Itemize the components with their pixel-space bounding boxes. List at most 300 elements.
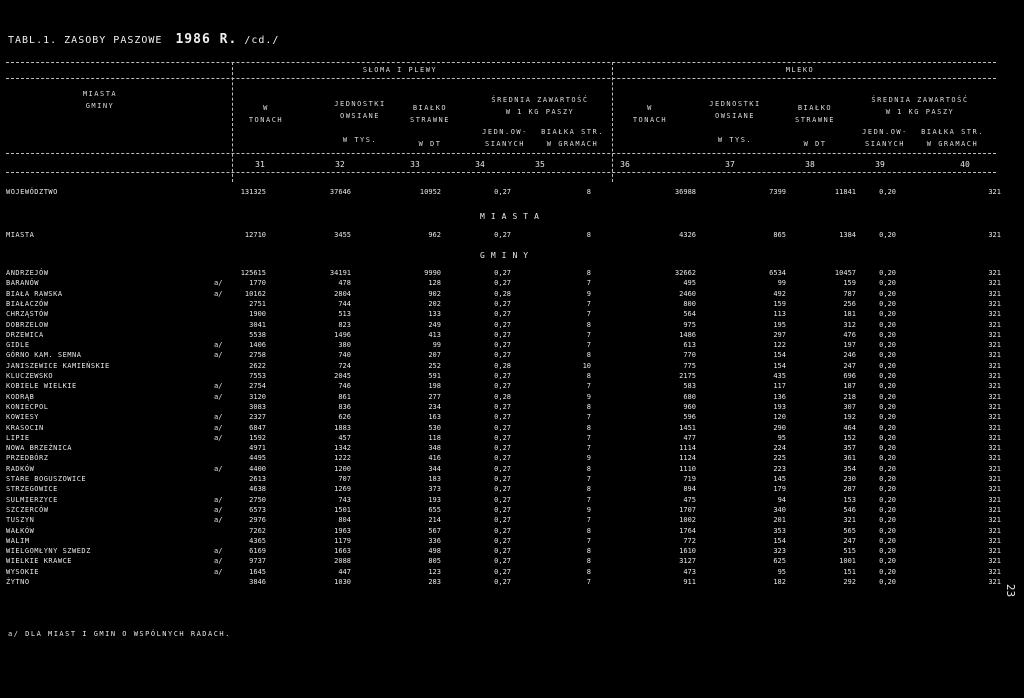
cell-col-39: 0,20: [879, 475, 896, 483]
header-milk-group: MLEKO: [785, 66, 815, 74]
colnum-rule: [6, 172, 996, 173]
cell-col-33: 655: [428, 505, 441, 514]
table-row: [6, 187, 1020, 197]
cell-col-31: 4638: [249, 485, 266, 494]
cell-col-36: 36988: [674, 188, 696, 196]
cell-col-33: 283: [428, 578, 441, 586]
cell-col-33: 207: [428, 351, 441, 360]
cell-col-37: 193: [773, 402, 786, 411]
cell-col-38: 321: [843, 516, 856, 525]
cell-col-34: 0,27: [494, 567, 511, 576]
cell-col-33: 183: [428, 475, 441, 483]
cell-col-36: 975: [683, 320, 696, 329]
table-row: [6, 464, 1020, 474]
cell-col-38: 1384: [839, 231, 856, 239]
row-name: ANDRZEJÓW: [6, 269, 49, 277]
section-cities: MIASTA: [480, 212, 545, 221]
cell-col-34: 0,28: [494, 361, 511, 370]
cell-col-33: 591: [428, 372, 441, 380]
cell-col-38: 11841: [834, 188, 856, 196]
cell-col-40: 321: [988, 557, 1001, 566]
cell-col-39: 0,20: [879, 423, 896, 432]
table-row: [6, 268, 1020, 278]
cell-col-35: 7: [586, 299, 591, 308]
cell-col-35: 8: [586, 567, 591, 576]
cell-col-35: 7: [586, 444, 591, 453]
cell-col-37: 195: [773, 320, 786, 329]
cell-col-31: 2754: [249, 382, 266, 391]
row-footnote-mark: a/: [214, 557, 223, 566]
cell-col-31: 3120: [249, 392, 266, 401]
cell-col-36: 680: [683, 392, 696, 401]
header-bottom-rule: [6, 153, 996, 154]
row-name: WAŁKÓW: [6, 526, 35, 535]
row-name: WYSOKIE: [6, 567, 40, 576]
cell-col-31: 2976: [249, 516, 266, 525]
cell-col-37: 120: [773, 413, 786, 422]
cell-col-34: 0,27: [494, 351, 511, 360]
row-name: KOWIESY: [6, 413, 40, 422]
table-title: [8, 32, 279, 47]
cell-col-38: 307: [843, 402, 856, 411]
table-row: [6, 402, 1020, 412]
row-footnote-mark: a/: [214, 413, 223, 422]
cell-col-37: 94: [777, 495, 786, 504]
cell-col-39: 0,20: [879, 279, 896, 288]
cell-col-34: 0,27: [494, 269, 511, 277]
cell-col-34: 0,27: [494, 536, 511, 545]
cell-col-40: 321: [988, 188, 1001, 196]
table-row: [6, 484, 1020, 494]
cell-col-35: 8: [586, 526, 591, 535]
cell-col-39: 0,20: [879, 485, 896, 494]
cell-col-32: 1883: [334, 423, 351, 432]
cell-col-37: 154: [773, 351, 786, 360]
header-milk-avg-protein: BIAŁKA STR. W GRAMACH: [921, 128, 984, 148]
cell-col-34: 0,27: [494, 444, 511, 453]
cell-col-33: 128: [428, 279, 441, 288]
cell-col-40: 321: [988, 289, 1001, 298]
header-milk-oat: JEDNOSTKI OWSIANE W TYS.: [709, 100, 761, 144]
cell-col-31: 7553: [249, 372, 266, 380]
cell-col-37: 492: [773, 289, 786, 298]
cell-col-31: 2758: [249, 351, 266, 360]
cell-col-31: 10162: [244, 289, 266, 298]
table-row: [6, 577, 1020, 587]
cell-col-36: 2175: [679, 372, 696, 380]
cell-col-34: 0,28: [494, 392, 511, 401]
cell-col-38: 292: [843, 578, 856, 586]
cell-col-37: 625: [773, 557, 786, 566]
cell-col-33: 530: [428, 423, 441, 432]
cell-col-36: 1124: [679, 454, 696, 463]
footnote: a/ DLA MIAST I GMIN O WSPÓLNYCH RADACH.: [8, 630, 231, 638]
cell-col-32: 457: [338, 433, 351, 442]
table-row: [6, 567, 1020, 577]
cell-col-34: 0,27: [494, 464, 511, 473]
row-name: TUSZYN: [6, 516, 35, 525]
cell-col-36: 1764: [679, 526, 696, 535]
row-name: LIPIE: [6, 433, 30, 442]
cell-col-34: 0,27: [494, 279, 511, 288]
cell-col-32: 861: [338, 392, 351, 401]
table-row: [6, 556, 1020, 566]
cell-col-33: 498: [428, 547, 441, 556]
cell-col-36: 2460: [679, 289, 696, 298]
cell-col-33: 336: [428, 536, 441, 545]
colnum-31: 31: [255, 160, 265, 169]
cell-col-37: 223: [773, 464, 786, 473]
cell-col-33: 99: [432, 341, 441, 350]
cell-col-40: 321: [988, 464, 1001, 473]
cell-col-35: 8: [586, 423, 591, 432]
table-row: [6, 423, 1020, 433]
cell-col-32: 1200: [334, 464, 351, 473]
row-name: STARE BOGUSZOWICE: [6, 475, 87, 483]
cell-col-39: 0,20: [879, 536, 896, 545]
cell-col-32: 447: [338, 567, 351, 576]
cell-col-40: 321: [988, 330, 1001, 339]
cell-col-36: 1110: [679, 464, 696, 473]
header-straw-avg-protein: BIAŁKA STR. W GRAMACH: [541, 128, 604, 148]
cell-col-36: 1707: [679, 505, 696, 514]
cell-col-34: 0,27: [494, 454, 511, 463]
cell-col-31: 6573: [249, 505, 266, 514]
cell-col-32: 1269: [334, 485, 351, 494]
cell-col-31: 4495: [249, 454, 266, 463]
cell-col-32: 2088: [334, 557, 351, 566]
cell-col-38: 152: [843, 433, 856, 442]
cell-col-36: 596: [683, 413, 696, 422]
cell-col-38: 192: [843, 413, 856, 422]
cell-col-40: 321: [988, 299, 1001, 308]
cell-col-39: 0,20: [879, 269, 896, 277]
header-straw-avg-units: JEDN.OW- SIANYCH: [482, 128, 528, 148]
cell-col-34: 0,27: [494, 505, 511, 514]
cell-col-37: 113: [773, 310, 786, 319]
cell-col-35: 8: [586, 485, 591, 494]
table-row: [6, 505, 1020, 515]
table-row: [6, 309, 1020, 319]
cell-col-38: 247: [843, 361, 856, 370]
cell-col-38: 153: [843, 495, 856, 504]
colnum-35: 35: [535, 160, 545, 169]
cell-col-33: 252: [428, 361, 441, 370]
cell-col-34: 0,27: [494, 547, 511, 556]
cell-col-31: 125615: [240, 269, 266, 277]
cell-col-32: 724: [338, 361, 351, 370]
table-row: [6, 371, 1020, 381]
cell-col-40: 321: [988, 423, 1001, 432]
cell-col-31: 4971: [249, 444, 266, 453]
row-name: SULMIERZYCE: [6, 495, 58, 504]
cell-col-38: 197: [843, 341, 856, 350]
cell-col-33: 214: [428, 516, 441, 525]
cell-col-39: 0,20: [879, 392, 896, 401]
divider-name: [232, 62, 233, 182]
cell-col-32: 746: [338, 382, 351, 391]
cell-col-31: 5538: [249, 330, 266, 339]
cell-col-39: 0,20: [879, 505, 896, 514]
cell-col-36: 960: [683, 402, 696, 411]
cell-col-34: 0,27: [494, 526, 511, 535]
row-name: PRZEDBÓRZ: [6, 454, 49, 463]
cell-col-38: 696: [843, 372, 856, 380]
table-row: [6, 381, 1020, 391]
cell-col-36: 32662: [674, 269, 696, 277]
cell-col-40: 321: [988, 361, 1001, 370]
cell-col-40: 321: [988, 279, 1001, 288]
cell-col-36: 894: [683, 485, 696, 494]
row-name: ŻYTNO: [6, 578, 30, 586]
cell-col-39: 0,20: [879, 351, 896, 360]
cell-col-38: 565: [843, 526, 856, 535]
cell-col-37: 353: [773, 526, 786, 535]
cell-col-38: 10457: [834, 269, 856, 277]
cell-col-31: 1900: [249, 310, 266, 319]
row-footnote-mark: a/: [214, 516, 223, 525]
cell-col-35: 7: [586, 578, 591, 586]
cell-col-35: 8: [586, 351, 591, 360]
cell-col-31: 3083: [249, 402, 266, 411]
cell-col-36: 1451: [679, 423, 696, 432]
header-milk-tonnes: W TONACH: [632, 104, 668, 124]
cell-col-38: 256: [843, 299, 856, 308]
colnum-32: 32: [335, 160, 345, 169]
cell-col-33: 118: [428, 433, 441, 442]
cell-col-40: 321: [988, 526, 1001, 535]
cell-col-36: 1610: [679, 547, 696, 556]
row-footnote-mark: a/: [214, 382, 223, 391]
cell-col-37: 290: [773, 423, 786, 432]
cell-col-31: 2613: [249, 475, 266, 483]
cell-col-33: 805: [428, 557, 441, 566]
title-cont: /cd./: [244, 35, 280, 46]
cell-col-32: 823: [338, 320, 351, 329]
cell-col-40: 321: [988, 413, 1001, 422]
row-name: KRASOCIN: [6, 423, 44, 432]
table-row: [6, 515, 1020, 525]
cell-col-34: 0,27: [494, 413, 511, 422]
cell-col-31: 2622: [249, 361, 266, 370]
cell-col-34: 0,27: [494, 433, 511, 442]
cell-col-32: 836: [338, 402, 351, 411]
cell-col-32: 743: [338, 495, 351, 504]
row-footnote-mark: a/: [214, 464, 223, 473]
cell-col-37: 117: [773, 382, 786, 391]
cell-col-33: 348: [428, 444, 441, 453]
cell-col-36: 772: [683, 536, 696, 545]
cell-col-36: 473: [683, 567, 696, 576]
cell-col-37: 7399: [769, 188, 786, 196]
cell-col-35: 7: [586, 495, 591, 504]
cell-col-36: 495: [683, 279, 696, 288]
cell-col-39: 0,20: [879, 557, 896, 566]
title-year: 1986 R.: [175, 32, 238, 47]
cell-col-40: 321: [988, 382, 1001, 391]
cell-col-39: 0,20: [879, 433, 896, 442]
cell-col-35: 8: [586, 402, 591, 411]
cell-col-37: 159: [773, 299, 786, 308]
cell-col-37: 340: [773, 505, 786, 514]
cell-col-39: 0,20: [879, 567, 896, 576]
table-row: [6, 474, 1020, 484]
cell-col-37: 95: [777, 567, 786, 576]
cell-col-34: 0,27: [494, 475, 511, 483]
table-row: [6, 350, 1020, 360]
cell-col-36: 1114: [679, 444, 696, 453]
cell-col-33: 198: [428, 382, 441, 391]
cell-col-32: 1963: [334, 526, 351, 535]
cell-col-39: 0,20: [879, 454, 896, 463]
cell-col-38: 361: [843, 454, 856, 463]
cell-col-39: 0,20: [879, 578, 896, 586]
cell-col-35: 7: [586, 475, 591, 483]
row-name: WALIM: [6, 536, 30, 545]
table-row: [6, 289, 1020, 299]
header-row-col: MIASTA GMINY: [82, 90, 118, 110]
cell-col-40: 321: [988, 402, 1001, 411]
cell-col-37: 182: [773, 578, 786, 586]
cell-col-36: 719: [683, 475, 696, 483]
cell-col-33: 193: [428, 495, 441, 504]
row-name: NOWA BRZEŹNICA: [6, 444, 73, 453]
cell-col-36: 475: [683, 495, 696, 504]
cell-col-38: 787: [843, 289, 856, 298]
cell-col-35: 7: [586, 310, 591, 319]
row-name: JANISZEWICE KAMIEŃSKIE: [6, 361, 110, 370]
cell-col-38: 476: [843, 330, 856, 339]
colnum-38: 38: [805, 160, 815, 169]
cell-col-39: 0,20: [879, 231, 896, 239]
row-name: CHRZĄSTÓW: [6, 310, 49, 319]
cell-col-34: 0,27: [494, 495, 511, 504]
cell-col-34: 0,27: [494, 578, 511, 586]
cell-col-38: 546: [843, 505, 856, 514]
colnum-33: 33: [410, 160, 420, 169]
cell-col-38: 354: [843, 464, 856, 473]
row-name: WIELKIE KRAWCE: [6, 557, 73, 566]
colnum-39: 39: [875, 160, 885, 169]
cell-col-33: 416: [428, 454, 441, 463]
cell-col-36: 1002: [679, 516, 696, 525]
cell-col-32: 2804: [334, 289, 351, 298]
cell-col-40: 321: [988, 341, 1001, 350]
cell-col-32: 478: [338, 279, 351, 288]
cell-col-32: 1501: [334, 505, 351, 514]
cell-col-33: 9990: [424, 269, 441, 277]
cell-col-35: 8: [586, 188, 591, 196]
cell-col-32: 1342: [334, 444, 351, 453]
cell-col-39: 0,20: [879, 444, 896, 453]
cell-col-31: 9737: [249, 557, 266, 566]
cell-col-31: 3846: [249, 578, 266, 586]
cell-col-35: 9: [586, 392, 591, 401]
title-text: TABL.1. ZASOBY PASZOWE: [8, 35, 163, 46]
row-name: DRZEWICA: [6, 330, 44, 339]
cell-col-32: 1663: [334, 547, 351, 556]
cell-col-39: 0,20: [879, 464, 896, 473]
cell-col-32: 2045: [334, 372, 351, 380]
cell-col-40: 321: [988, 351, 1001, 360]
cell-col-35: 7: [586, 279, 591, 288]
cell-col-31: 3041: [249, 320, 266, 329]
cell-col-40: 321: [988, 547, 1001, 556]
cell-col-37: 122: [773, 341, 786, 350]
cell-col-37: 99: [777, 279, 786, 288]
row-name: RADKÓW: [6, 464, 35, 473]
cell-col-32: 804: [338, 516, 351, 525]
cell-col-40: 321: [988, 310, 1001, 319]
row-name: STRZEGOWICE: [6, 485, 58, 494]
cell-col-38: 464: [843, 423, 856, 432]
cell-col-33: 373: [428, 485, 441, 494]
cell-col-38: 515: [843, 547, 856, 556]
cell-col-38: 287: [843, 485, 856, 494]
cell-col-34: 0,27: [494, 485, 511, 494]
row-name: WOJEWÓDZTWO: [6, 188, 58, 196]
cell-col-37: 6534: [769, 269, 786, 277]
cell-col-31: 6169: [249, 547, 266, 556]
cell-col-38: 312: [843, 320, 856, 329]
cell-col-34: 0,27: [494, 231, 511, 239]
cell-col-38: 218: [843, 392, 856, 401]
row-footnote-mark: a/: [214, 423, 223, 432]
cell-col-39: 0,20: [879, 188, 896, 196]
cell-col-32: 1496: [334, 330, 351, 339]
cell-col-35: 8: [586, 269, 591, 277]
row-footnote-mark: a/: [214, 433, 223, 442]
row-name: KOBIELE WIELKIE: [6, 382, 77, 391]
cell-col-40: 321: [988, 231, 1001, 239]
cell-col-35: 7: [586, 516, 591, 525]
cell-col-35: 7: [586, 330, 591, 339]
cell-col-34: 0,28: [494, 289, 511, 298]
row-name: KONIECPOL: [6, 402, 49, 411]
cell-col-37: 435: [773, 372, 786, 380]
cell-col-34: 0,27: [494, 310, 511, 319]
table-row: [6, 453, 1020, 463]
header-straw-avg: ŚREDNIA ZAWARTOŚĆ W 1 KG PASZY: [491, 96, 589, 116]
cell-col-37: 865: [773, 231, 786, 239]
cell-col-40: 321: [988, 433, 1001, 442]
cell-col-37: 297: [773, 330, 786, 339]
table-row: [6, 443, 1020, 453]
colnum-34: 34: [475, 160, 485, 169]
cell-col-38: 187: [843, 382, 856, 391]
cell-col-36: 800: [683, 299, 696, 308]
cell-col-37: 225: [773, 454, 786, 463]
cell-col-40: 321: [988, 516, 1001, 525]
cell-col-33: 344: [428, 464, 441, 473]
cell-col-38: 246: [843, 351, 856, 360]
cell-col-39: 0,20: [879, 320, 896, 329]
table-row: [6, 299, 1020, 309]
colnum-36: 36: [620, 160, 630, 169]
cell-col-38: 181: [843, 310, 856, 319]
cell-col-40: 321: [988, 578, 1001, 586]
cell-col-36: 775: [683, 361, 696, 370]
cell-col-31: 6847: [249, 423, 266, 432]
row-footnote-mark: a/: [214, 505, 223, 514]
cell-col-32: 380: [338, 341, 351, 350]
row-name: DOBRZELOW: [6, 320, 49, 329]
cell-col-32: 1222: [334, 454, 351, 463]
header-straw-tonnes: W TONACH: [248, 104, 284, 124]
cell-col-33: 123: [428, 567, 441, 576]
row-name: SZCZERCÓW: [6, 505, 49, 514]
cell-col-39: 0,20: [879, 330, 896, 339]
